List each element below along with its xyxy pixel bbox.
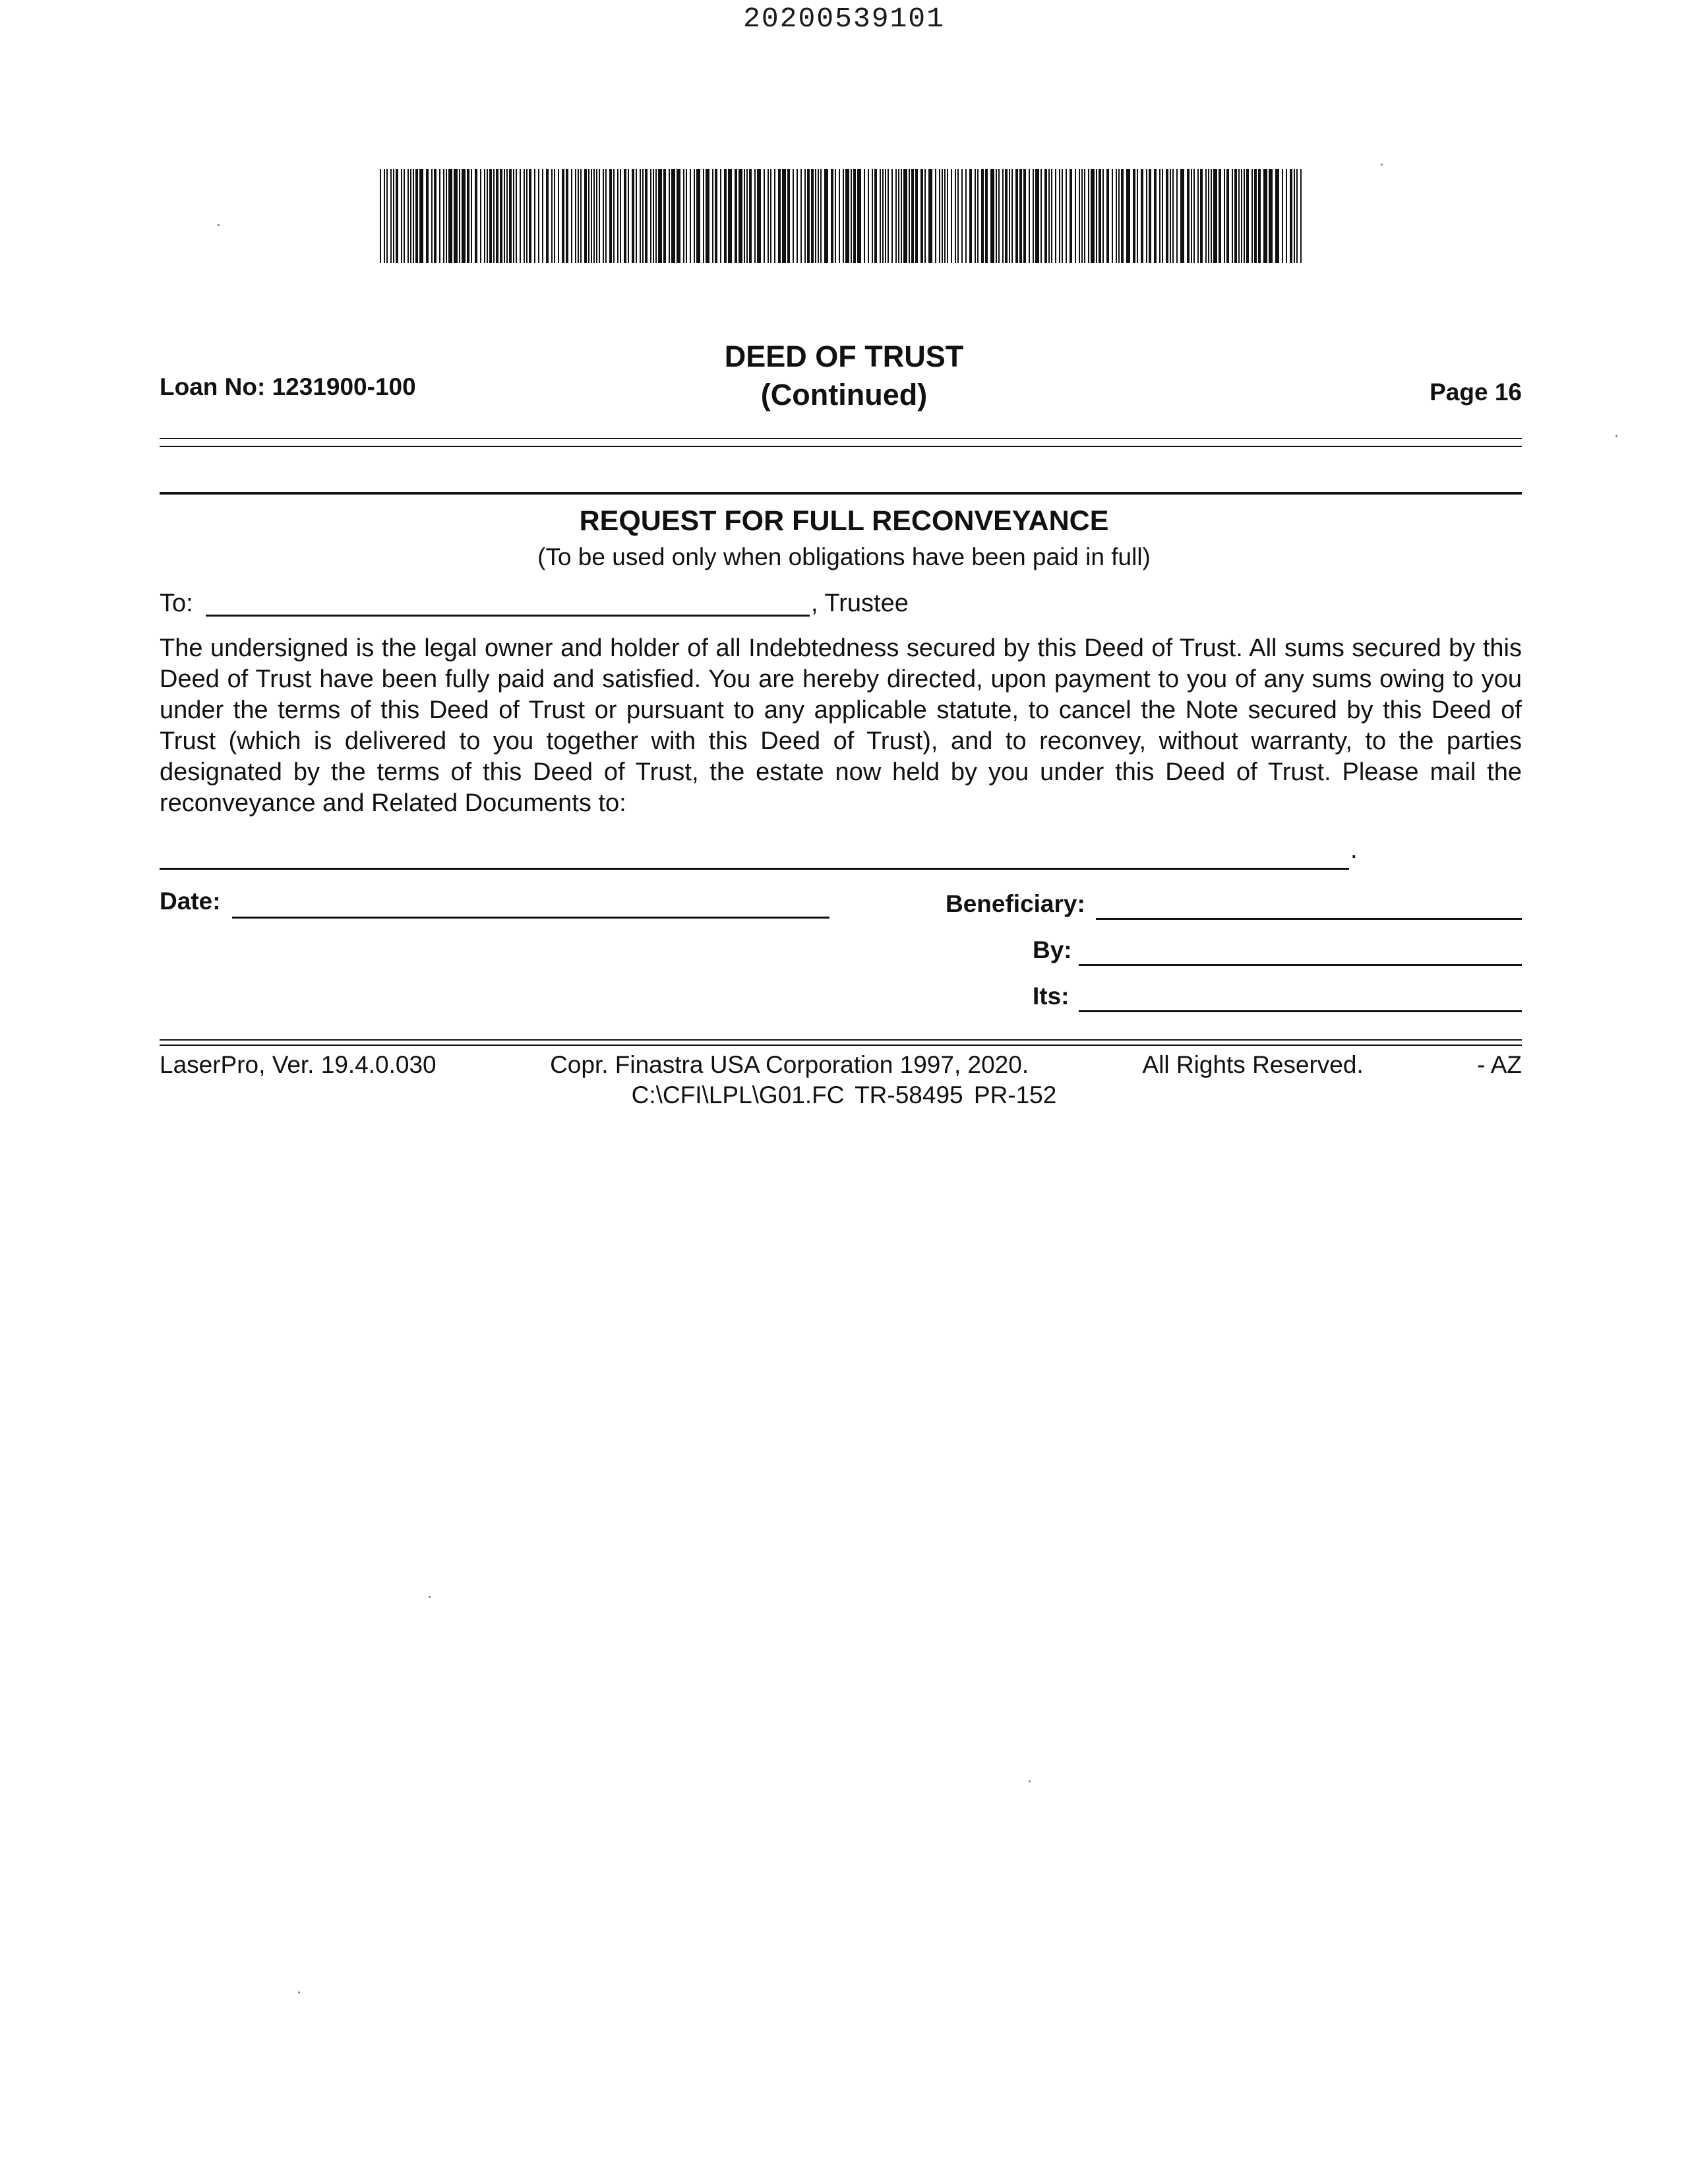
barcode-bar [1286,169,1287,263]
barcode-bar [426,169,429,263]
by-label: By: [1033,936,1072,963]
barcode-bar [396,169,398,263]
barcode-bar [613,169,615,263]
barcode-bar [1254,169,1257,263]
barcode-bar [942,169,943,263]
scan-speck [218,224,220,226]
barcode-bar [800,169,802,263]
barcode-bar [920,169,923,263]
barcode-bar [807,169,810,263]
barcode-bar [529,169,531,263]
barcode-bar [1166,169,1168,263]
barcode-bar [895,169,897,263]
barcode-bar [1040,169,1042,263]
barcode-bar [1126,169,1130,263]
barcode-bar [1290,169,1292,263]
barcode-bar [575,169,576,263]
page-number: Page 16 [1430,379,1522,406]
barcode-bar [774,169,775,263]
barcode-bar [617,169,618,263]
barcode-bar [754,169,756,263]
barcode-bar [434,169,437,263]
barcode-bar [1208,169,1209,263]
barcode-bar [640,169,641,263]
barcode-bar [696,169,700,263]
barcode-bar [534,169,535,263]
barcode-bar [596,169,597,263]
barcode-bar [1213,169,1217,263]
barcode-bar [1091,169,1095,263]
barcode-bar [951,169,952,263]
barcode-bar [839,169,840,263]
barcode-bar [857,169,861,263]
barcode-bar [768,169,769,263]
barcode-bar [744,169,745,263]
barcode-bar [1172,169,1174,263]
barcode-bar [1066,169,1067,263]
barcode-bar [1263,169,1267,263]
barcode-bar [636,169,637,263]
barcode-bar [1159,169,1160,263]
barcode-bar [1137,169,1138,263]
barcode-bar [1070,169,1072,263]
barcode-bar [546,169,549,263]
barcode-bar [642,169,644,263]
barcode-bar [706,169,709,263]
barcode-bar [868,169,869,263]
barcode-bar [1294,169,1295,263]
barcode-bar [804,169,806,263]
barcode-bar [728,169,732,263]
barcode-bar [686,169,687,263]
barcode-bar [677,169,680,263]
barcode-bar [1200,169,1203,263]
barcode-bar [1226,169,1229,263]
barcode-bar [386,169,388,263]
barcode-bar [454,169,458,263]
barcode-bar [782,169,786,263]
barcode-bar [1133,169,1135,263]
barcode-bar [538,169,539,263]
barcode-bar [504,169,505,263]
document-title-continued: (Continued) [760,378,928,411]
barcode-bar [924,169,926,263]
to-label: To: [160,590,193,617]
barcode-bar [663,169,666,263]
by-line[interactable] [1079,964,1522,966]
footer-rights: All Rights Reserved. [1142,1051,1364,1078]
barcode-bar [882,169,884,263]
barcode-bar [1059,169,1060,263]
barcode-bar [1011,169,1013,263]
barcode-bar [851,169,852,263]
barcode-bar [985,169,988,263]
barcode-bar [526,169,528,263]
footer-file-path: C:\CFI\LPL\G01.FC TR-58495 PR-152 [631,1081,1057,1108]
barcode-bar [655,169,657,263]
scan-speck [298,1991,300,1993]
barcode-bar [1176,169,1178,263]
barcode-bar [888,169,889,263]
barcode-bar [1081,169,1083,263]
barcode-bar [965,169,967,263]
barcode-bar [584,169,587,263]
barcode-bar [915,169,918,263]
barcode-bar [1296,169,1298,263]
barcode-bar [475,169,477,263]
barcode-bar [746,169,748,263]
barcode-bar [1112,169,1113,263]
barcode-bar [1162,169,1163,263]
barcode-bar [1154,169,1157,263]
barcode-bar [749,169,752,263]
footer-state: - AZ [1477,1051,1522,1078]
barcode-bar [446,169,447,263]
barcode-bar [603,169,604,263]
barcode-bar [1193,169,1195,263]
barcode-bar [757,169,761,263]
barcode-bar [738,169,742,263]
footer-software-line [160,1051,1522,1079]
barcode-bar [1106,169,1109,263]
barcode-bar [797,169,798,263]
barcode-bar [669,169,670,263]
document-title-main: DEED OF TRUST [724,340,964,373]
barcode-bar [1055,169,1056,263]
barcode-bar [467,169,469,263]
barcode-bar [562,169,564,263]
barcode-bar [645,169,648,263]
barcode-bar [380,169,381,263]
barcode-bar [554,169,555,263]
barcode-bar [864,169,865,263]
barcode-bar [1238,169,1240,263]
header-rule-top [160,438,1522,439]
barcode-bar [500,169,502,263]
scan-speck [1381,164,1383,166]
barcode-bar [872,169,873,263]
barcode-bar [605,169,607,263]
barcode-bar [928,169,932,263]
barcode-bar [1232,169,1233,263]
barcode-bar [831,169,833,263]
barcode-bar [909,169,910,263]
barcode-bar [1269,169,1273,263]
barcode-bar [593,169,595,263]
barcode-bar [443,169,444,263]
barcode-bar [824,169,828,263]
barcode-bar [683,169,684,263]
trustee-name-line[interactable] [206,615,810,617]
barcode-bar [415,169,418,263]
barcode-bar [588,169,589,263]
barcode-bar [566,169,568,263]
barcode-bar [1282,169,1283,263]
barcode-bar [1234,169,1237,263]
barcode-bar [1075,169,1076,263]
barcode-bar [1116,169,1117,263]
barcode-bar [969,169,972,263]
barcode-bar [1205,169,1207,263]
scan-speck [1615,435,1617,437]
barcode-bar [658,169,662,263]
footer-software: LaserPro, Ver. 19.4.0.030 [160,1051,437,1078]
barcode-bar [620,169,621,263]
barcode-bar [413,169,414,263]
barcode-bar [1224,169,1225,263]
barcode-bar [404,169,405,263]
barcode-bar [1180,169,1184,263]
barcode-bar [778,169,781,263]
barcode-bar [935,169,936,263]
barcode-bar [671,169,675,263]
barcode-bar [650,169,651,263]
barcode-bar [484,169,485,263]
barcode-bar [880,169,881,263]
date-line[interactable] [232,917,829,919]
barcode-bar [957,169,959,263]
barcode-bar [1191,169,1192,263]
barcode-bar [944,169,946,263]
reconveyance-request-text: The undersigned is the legal owner and holder of all Indebtedness secured by this Deed of Trust. All sums secured by this Deed of Trust have been fully paid and satisfied. You are hereby directed, upon payment to you of any sums owing to you under the terms of this Deed of Trust or pursuant to any applicable statute, to cancel the Note secured by this Deed of Trust (which is delivered to you together with this Deed of Trust), and to reconvey, without warranty, to the parties designated by the terms of this Deed of Trust, the estate now held by you under this Deed of Trust. Please mail the reconveyance and Related Documents to: [160,634,1522,817]
barcode-bar [1102,169,1104,263]
section-title: REQUEST FOR FULL RECONVEYANCE [579,505,1109,537]
barcode-bar [764,169,765,263]
barcode-bar [1118,169,1120,263]
barcode-bar [1300,169,1302,263]
barcode-bar [720,169,721,263]
header-rule-bottom [160,446,1522,447]
barcode-bar [1241,169,1242,263]
barcode-bar [1141,169,1143,263]
barcode-bar [1048,169,1050,263]
barcode-bar [1096,169,1097,263]
footer-rule-bottom [160,1045,1522,1046]
barcode-bar [815,169,816,263]
barcode-bar [690,169,691,263]
barcode-bar [901,169,902,263]
section-subtitle: (To be used only when obligations have been paid in full) [537,543,1151,570]
barcode-bar [542,169,543,263]
barcode-bar [1275,169,1279,263]
barcode-bar [496,169,498,263]
barcode-bar [1023,169,1026,263]
barcode-bar [1197,169,1199,263]
barcode-bar [578,169,579,263]
barcode-bar [509,169,512,263]
barcode-bar [419,169,423,263]
barcode-bar [591,169,592,263]
barcode-bar [609,169,612,263]
barcode-bar [939,169,940,263]
barcode [378,169,1304,263]
barcode-bar [632,169,634,263]
barcode-bar [448,169,452,263]
barcode-bar [1029,169,1030,263]
barcode-bar [407,169,409,263]
mail-to-period: . [1350,836,1358,864]
barcode-bar [1009,169,1010,263]
barcode-bar [853,169,856,263]
barcode-bar [891,169,893,263]
barcode-bar [996,169,997,263]
barcode-bar [947,169,948,263]
mail-to-line[interactable] [160,868,1349,870]
barcode-bar [1051,169,1052,263]
barcode-bar [653,169,654,263]
date-label: Date: [160,888,221,915]
barcode-bar [551,169,553,263]
beneficiary-line[interactable] [1096,918,1522,920]
barcode-bar [694,169,695,263]
barcode-bar [1079,169,1080,263]
barcode-bar [1099,169,1101,263]
loan-number: Loan No: 1231900-100 [160,373,416,400]
barcode-bar [911,169,914,263]
barcode-bar [431,169,433,263]
barcode-bar [724,169,727,263]
barcode-bar [1211,169,1212,263]
barcode-bar [990,169,994,263]
barcode-bar [489,169,492,263]
barcode-bar [998,169,1000,263]
barcode-bar [1033,169,1034,263]
barcode-bar [843,169,844,263]
barcode-bar [401,169,402,263]
barcode-bar [571,169,572,263]
barcode-bar [712,169,713,263]
barcode-bar [874,169,877,263]
barcode-bar [793,169,794,263]
barcode-bar [580,169,582,263]
barcode-bar [955,169,956,263]
barcode-bar [599,169,600,263]
footer-copyright: Copr. Finastra USA Corporation 1997, 2020. [550,1051,1029,1078]
barcode-bar [1015,169,1018,263]
barcode-bar [520,169,521,263]
barcode-bar [1246,169,1249,263]
barcode-bar [384,169,385,263]
barcode-bar [1251,169,1253,263]
barcode-bar [1187,169,1190,263]
barcode-bar [1019,169,1022,263]
footer-rule-top [160,1039,1522,1041]
barcode-bar [1170,169,1171,263]
barcode-bar [835,169,836,263]
barcode-bar [715,169,717,263]
beneficiary-label: Beneficiary: [946,890,1085,917]
section-rule [160,492,1522,495]
barcode-bar [770,169,771,263]
barcode-bar [885,169,886,263]
barcode-bar [1244,169,1245,263]
barcode-bar [1088,169,1089,263]
its-line[interactable] [1079,1010,1522,1012]
barcode-bar [624,169,626,263]
barcode-bar [390,169,392,263]
barcode-bar [516,169,517,263]
barcode-bar [1084,169,1085,263]
barcode-bar [1044,169,1047,263]
recording-number: 20200539101 [743,3,945,35]
scan-speck [1029,1780,1031,1782]
barcode-bar [524,169,525,263]
barcode-bar [981,169,984,263]
barcode-bar [487,169,488,263]
barcode-bar [410,169,411,263]
barcode-bar [558,169,559,263]
its-label: Its: [1033,983,1070,1010]
barcode-bar [845,169,849,263]
barcode-bar [735,169,737,263]
barcode-bar [1121,169,1124,263]
barcode-bar [961,169,963,263]
scan-speck [429,1596,431,1598]
barcode-bar [1258,169,1261,263]
barcode-bar [1005,169,1008,263]
barcode-bar [459,169,460,263]
barcode-bar [1035,169,1039,263]
barcode-bar [493,169,495,263]
barcode-bar [787,169,790,263]
barcode-bar [471,169,472,263]
barcode-bar [506,169,508,263]
barcode-bar [628,169,629,263]
barcode-bar [820,169,822,263]
barcode-bar [898,169,899,263]
barcode-bar [439,169,440,263]
barcode-bar [1062,169,1063,263]
barcode-bar [462,169,466,263]
barcode-bar [513,169,514,263]
barcode-bar [703,169,704,263]
barcode-bar [975,169,976,263]
barcode-bar [1219,169,1221,263]
trustee-label: , Trustee [811,590,909,617]
barcode-bar [480,169,481,263]
barcode-bar [811,169,814,263]
barcode-bar [818,169,819,263]
barcode-bar [1149,169,1151,263]
barcode-bar [903,169,907,263]
barcode-bar [1002,169,1004,263]
barcode-bar [393,169,394,263]
barcode-bar [1146,169,1147,263]
barcode-bar [977,169,979,263]
